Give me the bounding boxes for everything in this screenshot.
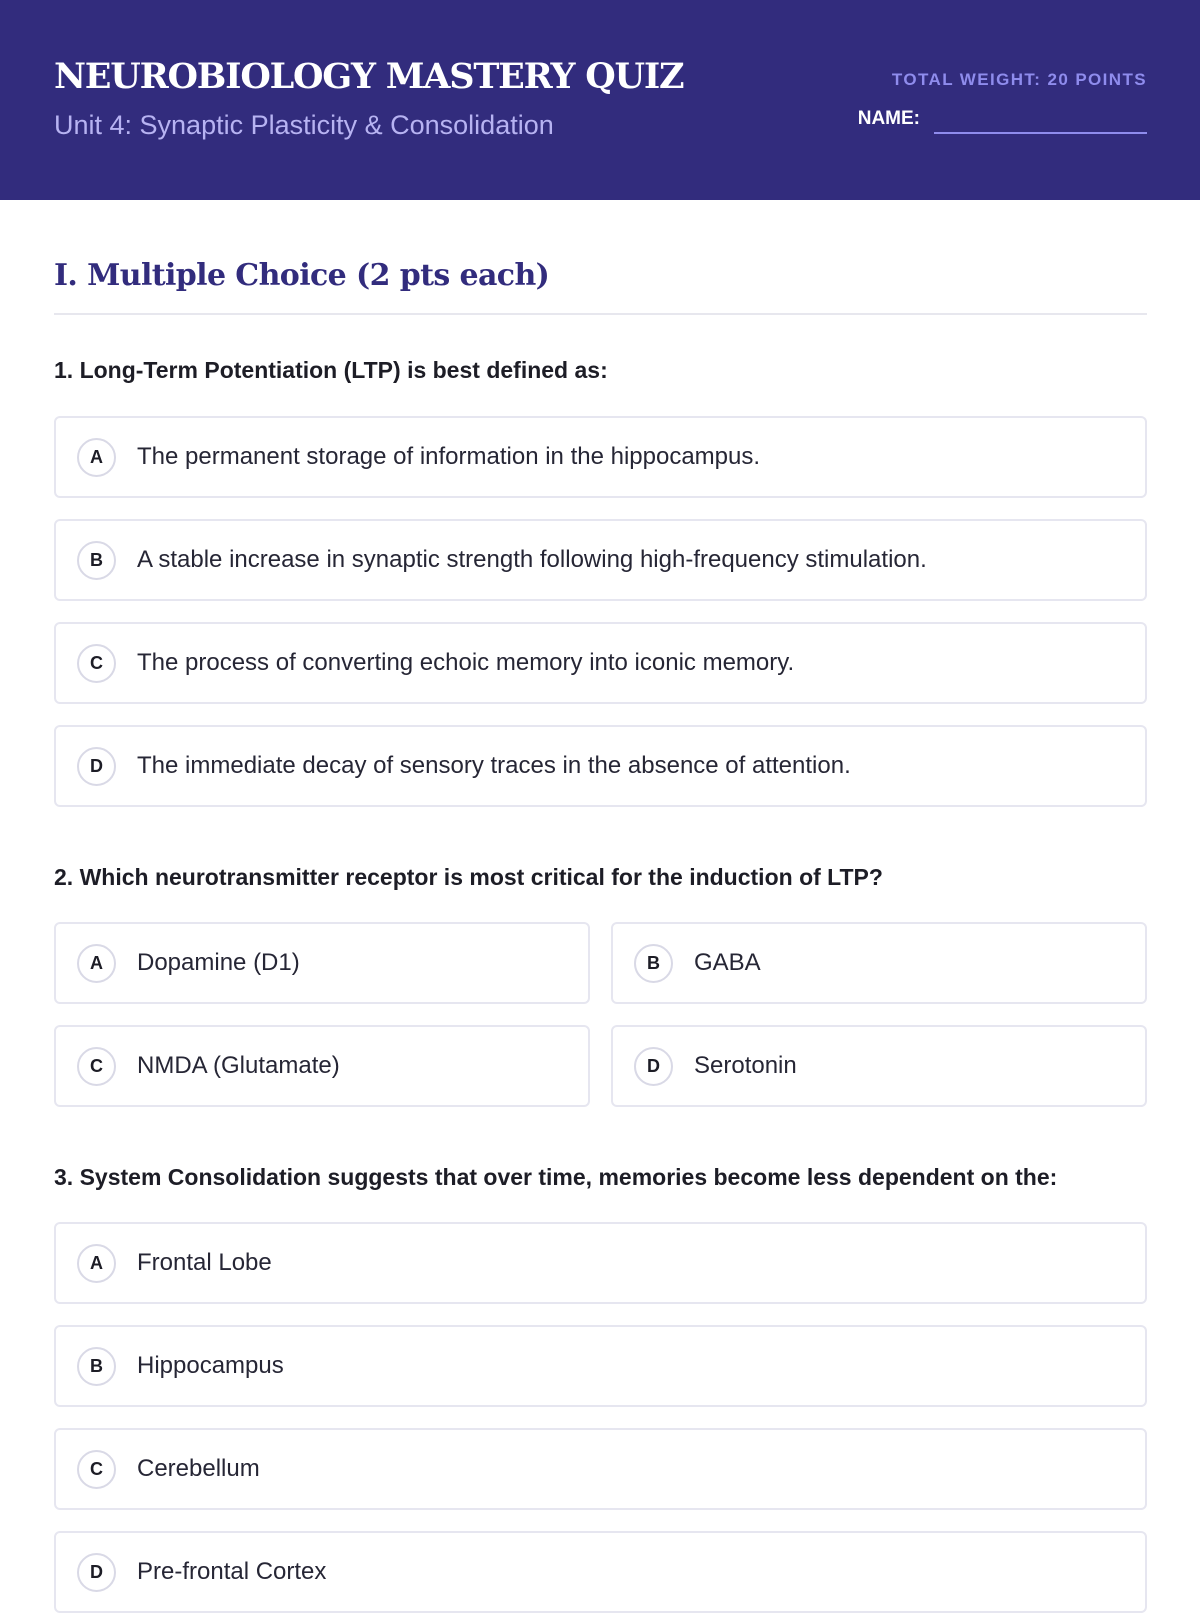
- option-text: Cerebellum: [137, 1455, 260, 1482]
- option-letter-badge: C: [77, 1047, 116, 1086]
- section-divider: [54, 313, 1147, 315]
- option-letter-badge: A: [77, 438, 116, 477]
- option-letter-badge: D: [634, 1047, 673, 1086]
- q1-option-d[interactable]: [54, 725, 1147, 807]
- q2-option-a[interactable]: [54, 922, 590, 1004]
- name-label: NAME:: [857, 108, 920, 129]
- name-field-line[interactable]: [934, 132, 1147, 134]
- option-text: A stable increase in synaptic strength following high-frequency stimulation.: [137, 546, 927, 573]
- total-weight-label: TOTAL WEIGHT: 20 POINTS: [891, 70, 1147, 89]
- option-letter-badge: A: [77, 944, 116, 983]
- question-3-text: 3. System Consolidation suggests that over time, memories become less dependent on the:: [54, 1164, 1058, 1190]
- option-text: Pre-frontal Cortex: [137, 1558, 327, 1585]
- option-letter-badge: C: [77, 644, 116, 683]
- q1-option-c[interactable]: [54, 622, 1147, 704]
- q2-option-b[interactable]: [611, 922, 1147, 1004]
- option-text: The immediate decay of sensory traces in the absence of attention.: [137, 752, 851, 779]
- question-2-text: 2. Which neurotransmitter receptor is most critical for the induction of LTP?: [54, 864, 883, 890]
- option-text: Serotonin: [694, 1052, 797, 1079]
- question-1-text: 1. Long-Term Potentiation (LTP) is best defined as:: [54, 357, 608, 383]
- option-letter-badge: C: [77, 1450, 116, 1489]
- option-text: Hippocampus: [137, 1352, 284, 1379]
- quiz-title: NEUROBIOLOGY MASTERY QUIZ: [54, 56, 684, 97]
- option-letter-badge: A: [77, 1244, 116, 1283]
- option-letter-badge: B: [634, 944, 673, 983]
- option-text: The process of converting echoic memory into iconic memory.: [137, 649, 795, 676]
- option-letter-badge: B: [77, 541, 116, 580]
- option-text: Dopamine (D1): [137, 949, 300, 976]
- q1-option-b[interactable]: [54, 519, 1147, 601]
- q3-option-b[interactable]: [54, 1325, 1147, 1407]
- q2-option-d[interactable]: [611, 1025, 1147, 1107]
- option-text: Frontal Lobe: [137, 1249, 272, 1276]
- quiz-header: [0, 0, 1200, 200]
- q3-option-c[interactable]: [54, 1428, 1147, 1510]
- option-letter-badge: D: [77, 1553, 116, 1592]
- section-title: I. Multiple Choice (2 pts each): [54, 258, 550, 293]
- option-text: NMDA (Glutamate): [137, 1052, 340, 1079]
- quiz-subtitle: Unit 4: Synaptic Plasticity & Consolidation: [54, 110, 554, 140]
- q2-option-c[interactable]: [54, 1025, 590, 1107]
- q3-option-d[interactable]: [54, 1531, 1147, 1613]
- q1-option-a[interactable]: [54, 416, 1147, 498]
- option-text: GABA: [694, 949, 761, 976]
- option-letter-badge: D: [77, 747, 116, 786]
- option-text: The permanent storage of information in the hippocampus.: [137, 443, 761, 470]
- q3-option-a[interactable]: [54, 1222, 1147, 1304]
- option-letter-badge: B: [77, 1347, 116, 1386]
